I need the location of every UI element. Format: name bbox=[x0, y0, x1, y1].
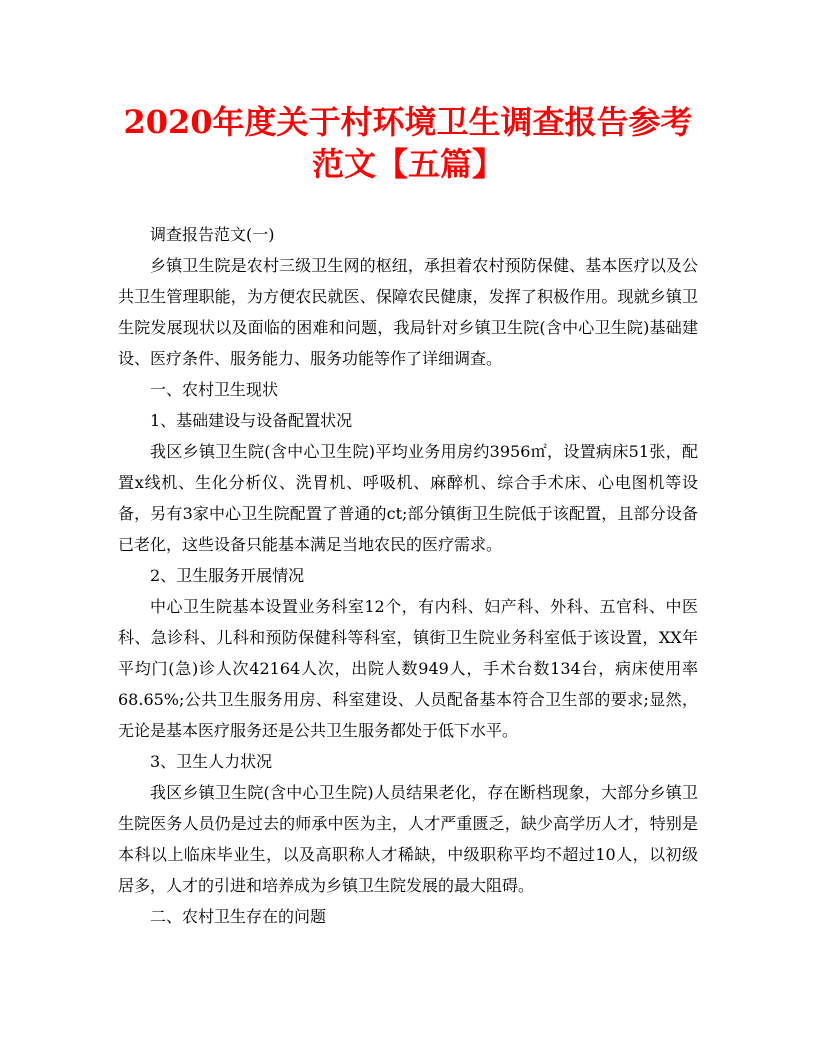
body-paragraph: 乡镇卫生院是农村三级卫生网的枢纽，承担着农村预防保健、基本医疗以及公共卫生管理职能，为方便农民就医、保障农民健康，发挥了积极作用。现就乡镇卫生院发展现状以及面临的困难和问题，我局针对乡镇卫生院(含中心卫生院)基础建设、医疗条件、服务能力、服务功能等作了详细调查。 bbox=[118, 256, 698, 368]
document-title bbox=[118, 0, 698, 185]
subsection-heading: 2、卫生服务开展情况 bbox=[150, 566, 305, 585]
subsection-heading: 3、卫生人力状况 bbox=[150, 752, 273, 771]
body-paragraph: 我区乡镇卫生院(含中心卫生院)平均业务用房约3956㎡，设置病床51张，配置x线机、生化分析仪、洗胃机、呼吸机、麻醉机、综合手术床、心电图机等设备，另有3家中心卫生院配置了普通的ct;部分镇街卫生院低于该配置，且部分设备已老化，这些设备只能基本满足当地农民的医疗需求。 bbox=[118, 442, 698, 554]
body-paragraph: 我区乡镇卫生院(含中心卫生院)人员结果老化，存在断档现象，大部分乡镇卫生院医务人员仍是过去的师承中医为主，人才严重匮乏，缺少高学历人才，特别是本科以上临床毕业生，以及高职称人才稀缺，中级职称平均不超过10人，以初级居多，人才的引进和培养成为乡镇卫生院发展的最大阻碍。 bbox=[118, 783, 698, 895]
subsection-heading: 1、基础建设与设备配置状况 bbox=[150, 411, 353, 430]
document-title-line-2: 范文【五篇】 bbox=[311, 145, 504, 183]
section-heading: 二、农村卫生存在的问题 bbox=[150, 907, 327, 926]
section-heading: 一、农村卫生现状 bbox=[150, 380, 279, 399]
body-paragraph: 中心卫生院基本设置业务科室12个，有内科、妇产科、外科、五官科、中医科、急诊科、儿科和预防保健科等科室，镇街卫生院业务科室低于该设置，XX年平均门(急)诊人次42164人次，出院人数949人，手术台数134台，病床使用率68.65%;公共卫生服务用房、科室建设、人员配备基本符合卫生部的要求;显然，无论是基本医疗服务还是公共卫生服务都处于低下水平。 bbox=[118, 597, 698, 740]
section-label: 调查报告范文(一) bbox=[150, 225, 275, 244]
document-title-line-1: 2020年度关于村环境卫生调查报告参考 bbox=[123, 103, 693, 141]
document-body bbox=[118, 219, 698, 932]
